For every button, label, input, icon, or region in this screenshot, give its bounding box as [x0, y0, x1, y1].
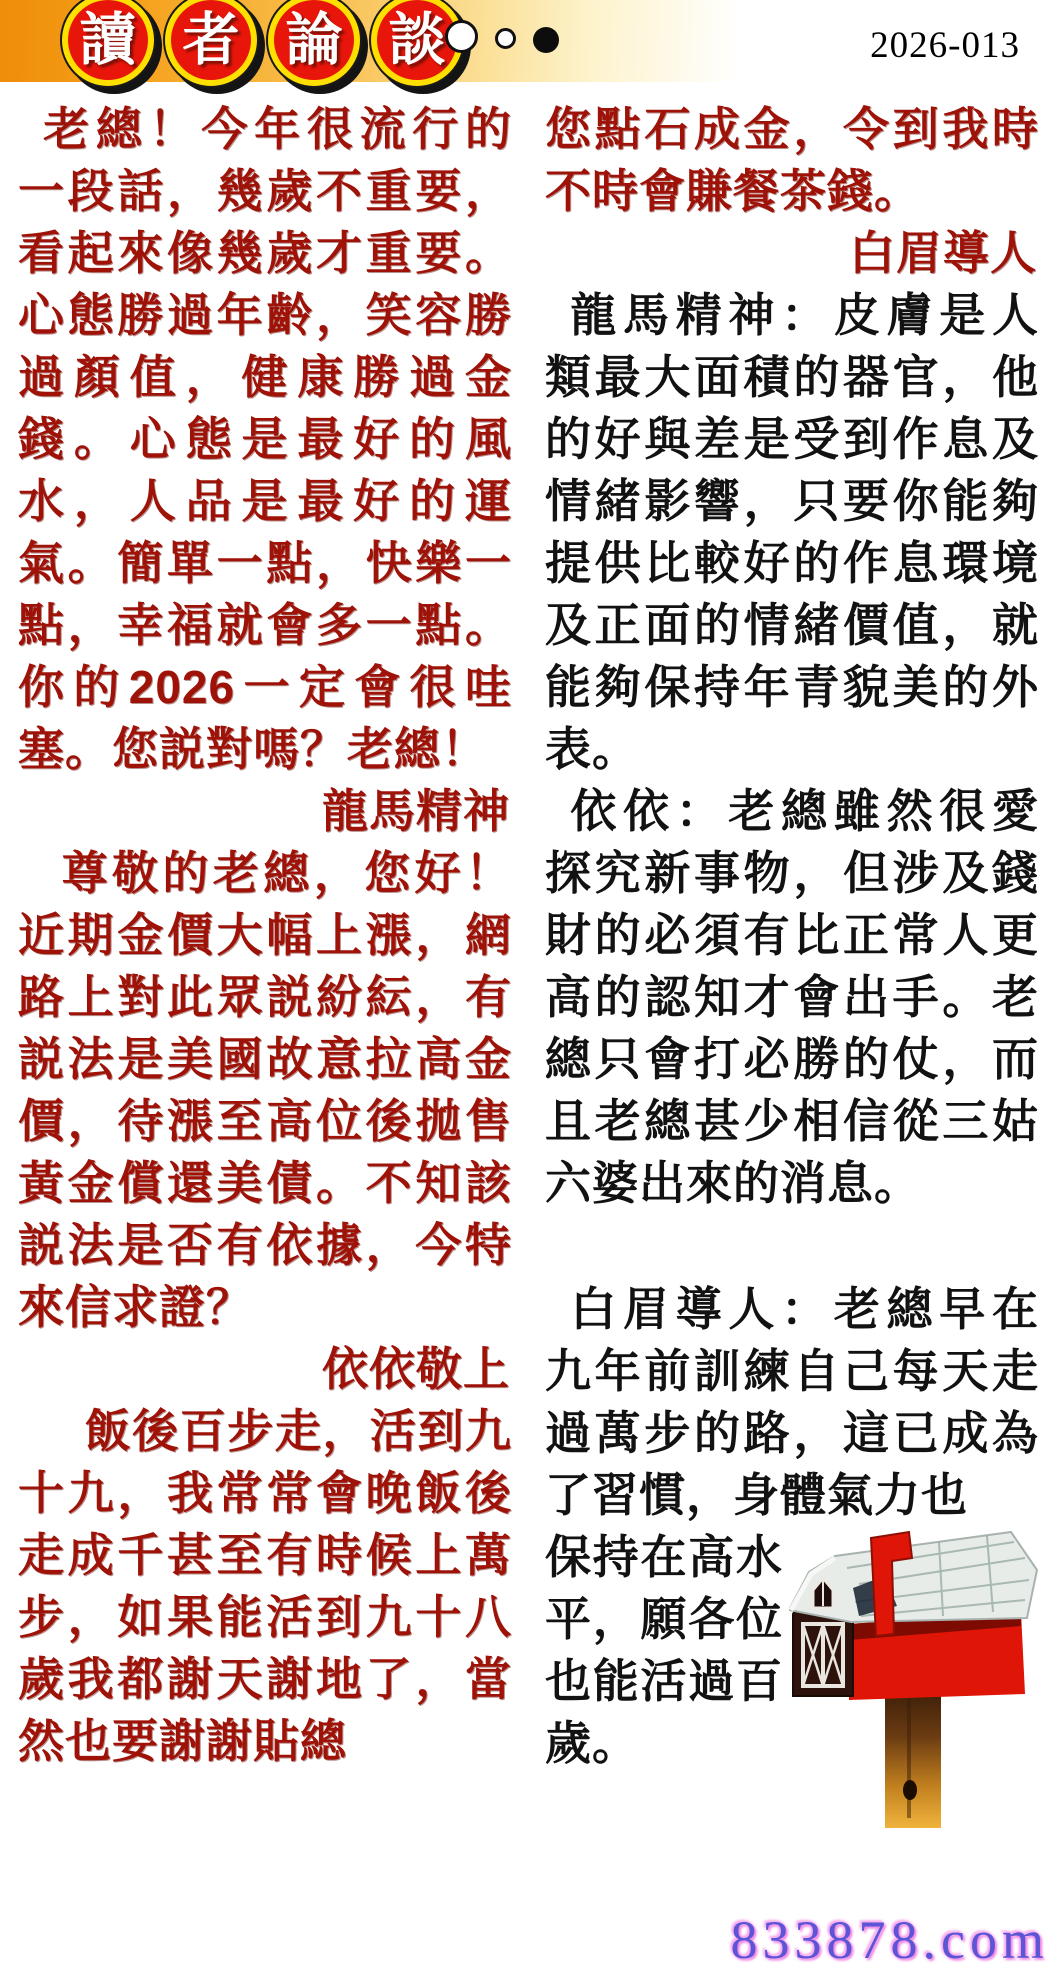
letter-paragraph: 尊敬的老總，您好！近期金價大幅上漲，網路上對此眾説紛紜，有説法是美國故意拉高金價，待漲至高位後拋售黃金償還美債。不知該説法是否有依據，今特來信求證？: [18, 847, 512, 1333]
left-column: [18, 98, 512, 1828]
letter-signature: 依依敬上: [322, 1343, 510, 1395]
masthead-char: 讀: [79, 7, 137, 72]
editor-reply: [545, 1278, 1039, 1774]
dot-filled-icon: [533, 27, 559, 53]
editor-reply-text: 保持在高水平，願各位也能活過百歲。: [545, 1531, 783, 1769]
masthead-badge-2: [163, 0, 259, 88]
masthead-char: 者: [182, 7, 240, 72]
editor-reply-wrap: [545, 1526, 1039, 1774]
letter-paragraph: 飯後百步走，活到九十九，我常常會晚飯後走成千甚至有時候上萬步，如果能活到九十八歲我都謝天謝地了，當然也要謝謝貼總: [18, 1405, 512, 1767]
letters-columns: [0, 82, 1057, 1828]
editor-reply-text: 白眉導人：老總早在九年前訓練自己每天走過萬步的路，這已成為了習慣，身體氣力也: [545, 1283, 1039, 1521]
editor-reply: 龍馬精神：皮膚是人類最大面積的器官，他的好與差是受到作息及情緒影響，只要你能夠提供比較好的作息環境及正面的情緒價值，就能夠保持年青貌美的外表。: [545, 289, 1039, 775]
mailbox-post: [885, 1676, 941, 1828]
masthead-char: 談: [388, 7, 446, 72]
dot-outline-large-icon: [445, 20, 478, 53]
masthead-title: [60, 0, 465, 88]
mailbox-image: [789, 1528, 1039, 1828]
letter-paragraph: 老總！今年很流行的一段話，幾歲不重要，看起來像幾歲才重要。心態勝過年齡，笑容勝過顏值，健康勝過金錢。心態是最好的風水，人品是最好的運氣。簡單一點，快樂一點，幸福就會多一點。你的2026一定會很哇塞。您説對嗎？老總！: [18, 103, 512, 775]
letter-signature: 白眉導人: [849, 227, 1037, 279]
editor-reply: 依依：老總雖然很愛探究新事物，但涉及錢財的必須有比正常人更高的認知才會出手。老總只會打必勝的仗，而且老總甚少相信從三姑六婆出來的消息。: [545, 785, 1039, 1209]
letter-signature: 龍馬精神: [322, 785, 510, 837]
masthead-char: 論: [285, 7, 343, 72]
site-watermark: 833878.com: [730, 1910, 1049, 1970]
page-code: 2026-013: [870, 25, 1020, 66]
masthead-badge-3: [266, 0, 362, 88]
right-column: [545, 98, 1039, 1828]
page-header: [0, 0, 1057, 82]
masthead-badge-1: [60, 0, 156, 88]
dot-outline-small-icon: [495, 28, 516, 49]
letter-paragraph-continuation: 您點石成金，令到我時不時會賺餐茶錢。: [545, 103, 1039, 217]
